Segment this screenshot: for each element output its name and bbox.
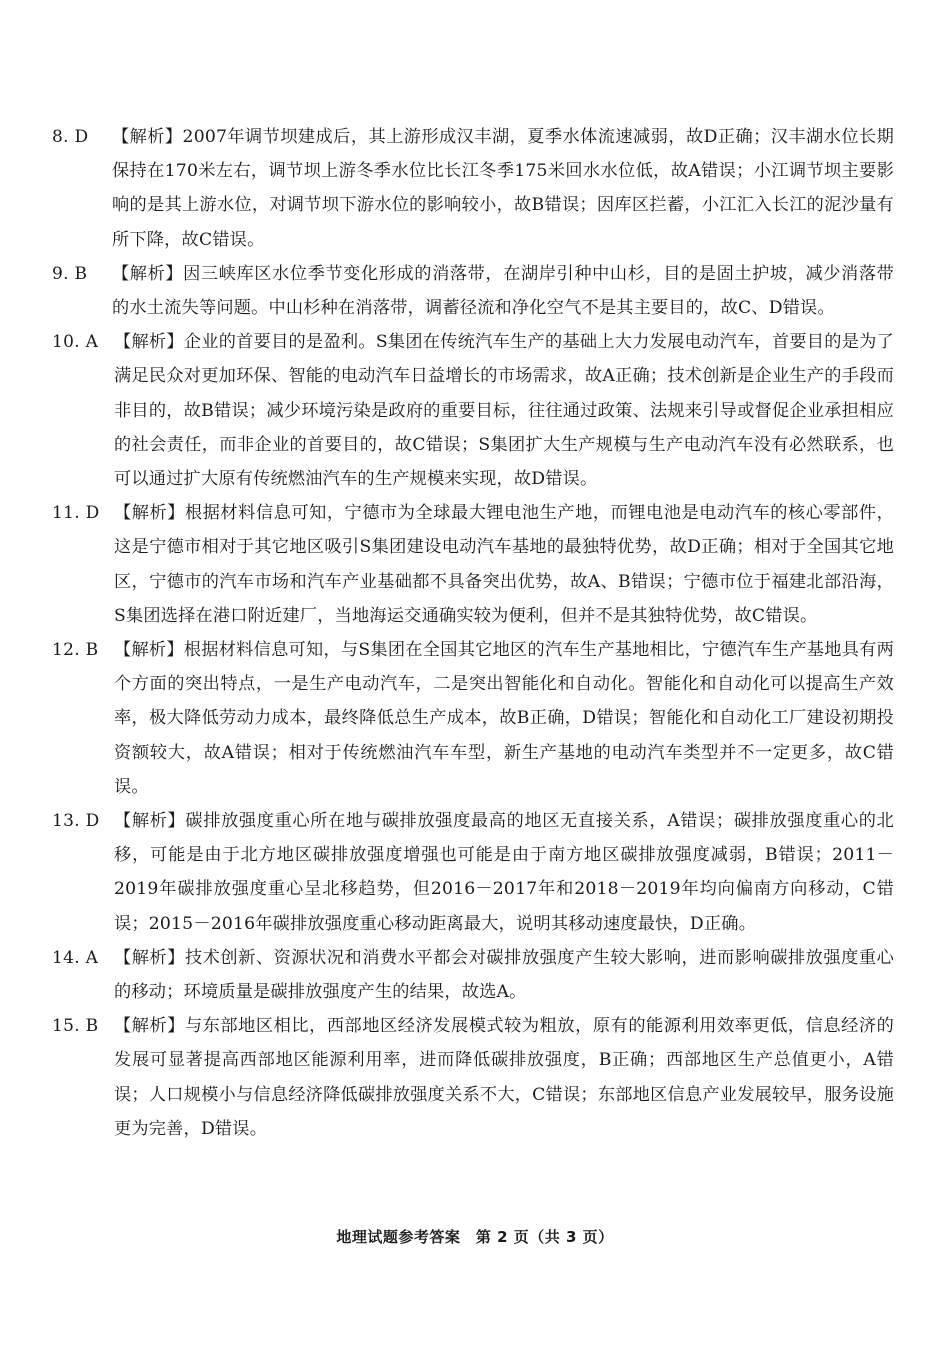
answer-item-10 — [52, 325, 894, 496]
answer-item-14 — [52, 941, 894, 1009]
answer-explanation: 【解析】与东部地区相比，西部地区经济发展模式较为粗放，原有的能源利用效率更低，信息经济的发展可显著提高西部地区能源利用率，进而降低碳排放强度，B正确；西部地区生产总值更小，A错误；人口规模小与信息经济降低碳排放强度关系不大，C错误；东部地区信息产业发展较早，服务设施更为完善，D错误。 — [114, 1016, 894, 1139]
answer-explanation: 【解析】根据材料信息可知，宁德市为全球最大锂电池生产地，而锂电池是电动汽车的核心零部件，这是宁德市相对于其它地区吸引S集团建设电动汽车基地的最独特优势，故D正确；相对于全国其它地区，宁德市的汽车市场和汽车产业基础都不具备突出优势，故A、B错误；宁德市位于福建北部沿海，S集团选择在港口附近建厂，当地海运交通确实较为便利，但并不是其独特优势，故C错误。 — [114, 503, 894, 626]
answer-explanation: 【解析】因三峡库区水位季节变化形成的消落带，在湖岸引种中山杉，目的是固土护坡，减少消落带的水土流失等问题。中山杉种在消落带，调蓄径流和净化空气不是其主要目的，故C、D错误。 — [112, 263, 894, 319]
answer-explanation: 【解析】企业的首要目的是盈利。S集团在传统汽车生产的基础上大力发展电动汽车，首要目的是为了满足民众对更加环保、智能的电动汽车日益增长的市场需求，故A正确；技术创新是企业生产的手段而非目的，故B错误；减少环境污染是政府的重要目标，往往通过政策、法规来引导或督促企业承担相应的社会责任，而非企业的首要目的，故C错误；S集团扩大生产规模与生产电动汽车没有必然联系，也可以通过扩大原有传统燃油汽车的生产规模来实现，故D错误。 — [114, 332, 894, 490]
answer-explanation: 【解析】根据材料信息可知，与S集团在全国其它地区的汽车生产基地相比，宁德汽车生产基地具有两个方面的突出特点，一是生产电动汽车，二是突出智能化和自动化。智能化和自动化可以提高生产效率，极大降低劳动力成本，最终降低总生产成本，故B正确，D错误；智能化和自动化工厂建设初期投资额较大，故A错误；相对于传统燃油汽车车型，新生产基地的电动汽车类型并不一定更多，故C错误。 — [114, 640, 894, 797]
answer-list — [52, 120, 894, 1146]
answer-explanation: 【解析】碳排放强度重心所在地与碳排放强度最高的地区无直接关系，A错误；碳排放强度重心的北移，可能是由于北方地区碳排放强度增强也可能是由于南方地区碳排放强度减弱，B错误；2011－2019年碳排放强度重心呈北移趋势，但2016－2017年和2018－2019年均向偏南方向移动，C错误；2015－2016年碳排放强度重心移动距离最大，说明其移动速度最快，D正确。 — [114, 811, 894, 934]
answer-number: 13. D — [52, 811, 100, 832]
answer-number: 11. D — [52, 503, 100, 524]
page-footer: 地理试题参考答案 第 2 页（共 3 页） — [336, 1228, 614, 1246]
answer-number: 8. D — [52, 127, 89, 147]
answer-item-13 — [52, 804, 894, 941]
answer-item-9 — [52, 257, 894, 325]
answer-explanation: 【解析】技术创新、资源状况和消费水平都会对碳排放强度产生较大影响，进而影响碳排放强度重心的移动；环境质量是碳排放强度产生的结果，故选A。 — [114, 947, 894, 1003]
answer-item-8 — [52, 120, 894, 257]
answer-number: 12. B — [52, 640, 99, 661]
answer-item-12 — [52, 633, 894, 804]
answer-explanation: 【解析】2007年调节坝建成后，其上游形成汉丰湖，夏季水体流速减弱，故D正确；汉丰湖水位长期保持在170米左右，调节坝上游冬季水位比长江冬季175米回水水位低，故A错误；小江调节坝主要影响的是其上游水位，对调节坝下游水位的影响较小，故B错误；因库区拦蓄，小江汇入长江的泥沙量有所下降，故C错误。 — [112, 127, 894, 250]
answer-item-15 — [52, 1009, 894, 1146]
answer-number: 15. B — [52, 1016, 99, 1037]
answer-number: 10. A — [52, 332, 99, 353]
answer-item-11 — [52, 496, 894, 633]
answer-number: 9. B — [52, 263, 88, 284]
answer-number: 14. A — [52, 947, 99, 968]
